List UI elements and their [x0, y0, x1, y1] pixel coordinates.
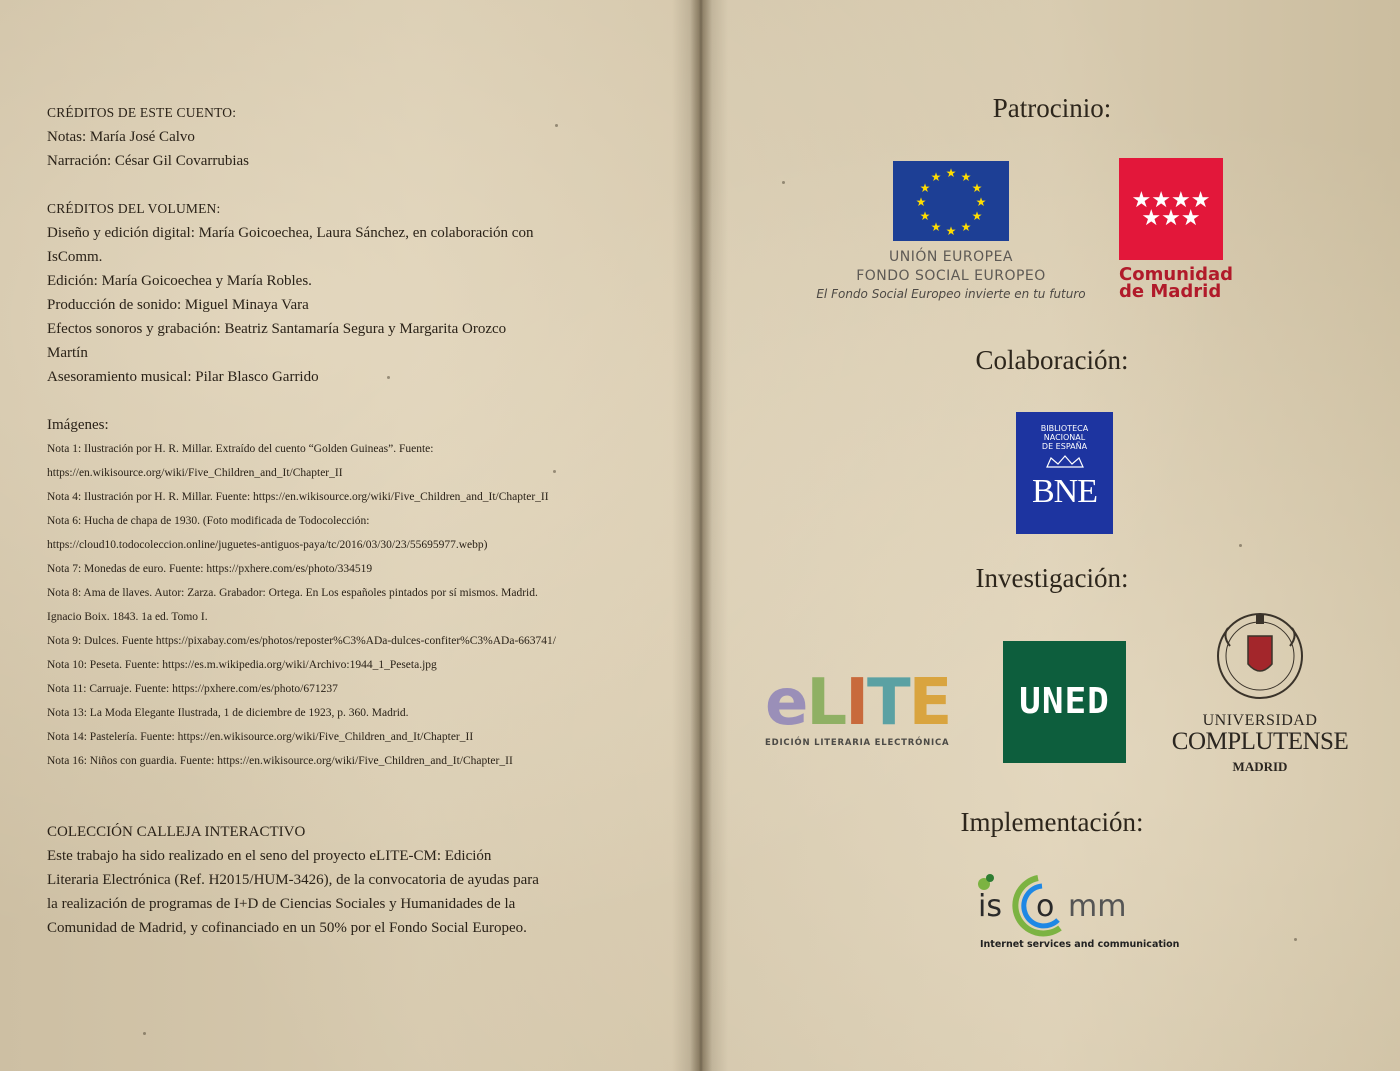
bne-line3: DE ESPAÑA [1041, 442, 1088, 451]
image-credit-line: https://en.wikisource.org/wiki/Five_Children_and_It/Chapter_II [47, 467, 343, 479]
image-credit-line: Ignacio Boix. 1843. 1a ed. Tomo I. [47, 611, 208, 623]
eu-stars-icon [893, 161, 1009, 241]
ucm-line3: MADRID [1232, 759, 1288, 774]
uned-logo: UNED [1003, 641, 1126, 763]
bne-line1: BIBLIOTECA [1040, 424, 1089, 433]
elite-logo: eLITE [765, 666, 951, 740]
madrid-name-line2: de Madrid [1119, 281, 1222, 302]
volume-credits [47, 197, 637, 389]
madrid-stars-icon: ★★★ [1141, 206, 1201, 231]
ucm-line1: UNIVERSIDAD [1202, 712, 1318, 729]
svg-text:★: ★ [971, 209, 983, 223]
crown-icon [1045, 455, 1085, 469]
svg-text:★: ★ [975, 195, 987, 209]
collaboration-heading: Colaboración: [975, 345, 1129, 375]
svg-text:★: ★ [930, 170, 942, 184]
svg-text:★: ★ [919, 181, 931, 195]
image-credit-line: Nota 1: Ilustración por H. R. Millar. Extraído del cuento “Golden Guineas”. Fuente: [47, 443, 434, 455]
svg-text:★: ★ [960, 220, 972, 234]
svg-text:★: ★ [930, 220, 942, 234]
image-credit-line: Nota 13: La Moda Elegante Ilustrada, 1 de diciembre de 1923, p. 360. Madrid. [47, 707, 409, 719]
image-credit-line: Nota 9: Dulces. Fuente https://pixabay.com/es/photos/reposter%C3%ADa-dulces-confiter%C3%ADa-663741/ [47, 635, 556, 647]
image-credit-line: Nota 11: Carruaje. Fuente: https://pxhere.com/es/photo/671237 [47, 683, 338, 695]
svg-text:★: ★ [915, 195, 927, 209]
bne-acronym: BNE [1032, 473, 1097, 510]
image-credit-line: Nota 6: Hucha de chapa de 1930. (Foto modificada de Todocolección: [47, 515, 370, 527]
madrid-name-line1: Comunidad [1119, 264, 1234, 285]
svg-text:★: ★ [919, 209, 931, 223]
svg-text:★: ★ [945, 166, 957, 180]
collection-line: Literaria Electrónica (Ref. H2015/HUM-3426), de la convocatoria de ayudas para [47, 872, 539, 888]
volume-credit-line: Diseño y edición digital: María Goicoechea, Laura Sánchez, en colaboración con [47, 225, 534, 241]
svg-text:is: is [978, 889, 1002, 924]
collection-line: Este trabajo ha sido realizado en el seno del proyecto eLITE-CM: Edición [47, 848, 492, 864]
madrid-stars-icon: ★★★★ [1131, 188, 1211, 213]
volume-credit-line: Asesoramiento musical: Pilar Blasco Garrido [47, 369, 319, 385]
image-credit-line: https://cloud10.todocoleccion.online/juguetes-antiguos-paya/tc/2016/03/30/23/55695977.webp) [47, 539, 488, 551]
collection-info [47, 820, 637, 940]
collection-heading: COLECCIÓN CALLEJA INTERACTIVO [47, 824, 306, 840]
image-credit-line: Nota 4: Ilustración por H. R. Millar. Fuente: https://en.wikisource.org/wiki/Five_Children_and_It/Chapter_II [47, 491, 549, 503]
collection-line: la realización de programas de I+D de Ciencias Sociales y Humanidades de la [47, 896, 516, 912]
volume-credits-heading: CRÉDITOS DEL VOLUMEN: [47, 201, 221, 216]
collection-line: Comunidad de Madrid, y cofinanciado en un 50% por el Fondo Social Europeo. [47, 920, 527, 936]
image-credit-line: Nota 14: Pastelería. Fuente: https://en.wikisource.org/wiki/Five_Children_and_It/Chapter_II [47, 731, 474, 743]
svg-text:o: o [1036, 889, 1055, 924]
volume-credit-line: Edición: María Goicoechea y María Robles. [47, 273, 312, 289]
implementation-heading: Implementación: [960, 807, 1144, 837]
image-credit-line: Nota 8: Ama de llaves. Autor: Zarza. Grabador: Ortega. En Los españoles pintados por sí mismos. Madrid. [47, 587, 538, 599]
research-heading: Investigación: [975, 563, 1129, 593]
svg-text:★: ★ [971, 181, 983, 195]
volume-credit-line: Efectos sonoros y grabación: Beatriz Santamaría Segura y Margarita Orozco [47, 321, 507, 337]
elite-subtitle: EDICIÓN LITERARIA ELECTRÓNICA [765, 738, 950, 748]
story-credit-line: Notas: María José Calvo [47, 129, 195, 145]
image-credit-line: Nota 16: Niños con guardia. Fuente: https://en.wikisource.org/wiki/Five_Children_and_It/Chapter_II [47, 755, 513, 767]
bne-logo [1016, 412, 1113, 534]
image-credit-line: Nota 7: Monedas de euro. Fuente: https://pxhere.com/es/photo/334519 [47, 563, 373, 575]
svg-text:★: ★ [960, 170, 972, 184]
ucm-line2: COMPLUTENSE [1171, 728, 1349, 755]
ucm-crest-icon [1214, 606, 1306, 702]
iscomm-logo [976, 866, 1148, 938]
eu-flag-logo [893, 161, 1009, 241]
comunidad-madrid-logo [1119, 158, 1223, 260]
left-page [0, 0, 696, 1071]
story-credits-heading: CRÉDITOS DE ESTE CUENTO: [47, 105, 237, 120]
story-credit-line: Narración: César Gil Covarrubias [47, 153, 250, 169]
image-credits [47, 413, 637, 773]
volume-credit-line: Producción de sonido: Miguel Minaya Vara [47, 297, 309, 313]
volume-credit-line: Martín [47, 345, 88, 361]
bne-line2: NACIONAL [1043, 433, 1086, 442]
eu-slogan: El Fondo Social Europeo invierte en tu futuro [816, 287, 1086, 301]
eu-fund: FONDO SOCIAL EUROPEO [856, 268, 1046, 284]
volume-credit-line: IsComm. [47, 249, 103, 265]
story-credits [47, 101, 637, 173]
iscomm-subtitle: Internet services and communication [980, 939, 1180, 950]
image-credit-line: Nota 10: Peseta. Fuente: https://es.m.wikipedia.org/wiki/Archivo:1944_1_Peseta.jpg [47, 659, 437, 671]
image-credits-heading: Imágenes: [47, 417, 109, 433]
svg-text:★: ★ [945, 224, 957, 238]
eu-name: UNIÓN EUROPEA [889, 249, 1013, 265]
svg-text:mm: mm [1068, 889, 1127, 924]
sponsorship-heading: Patrocinio: [992, 93, 1112, 123]
